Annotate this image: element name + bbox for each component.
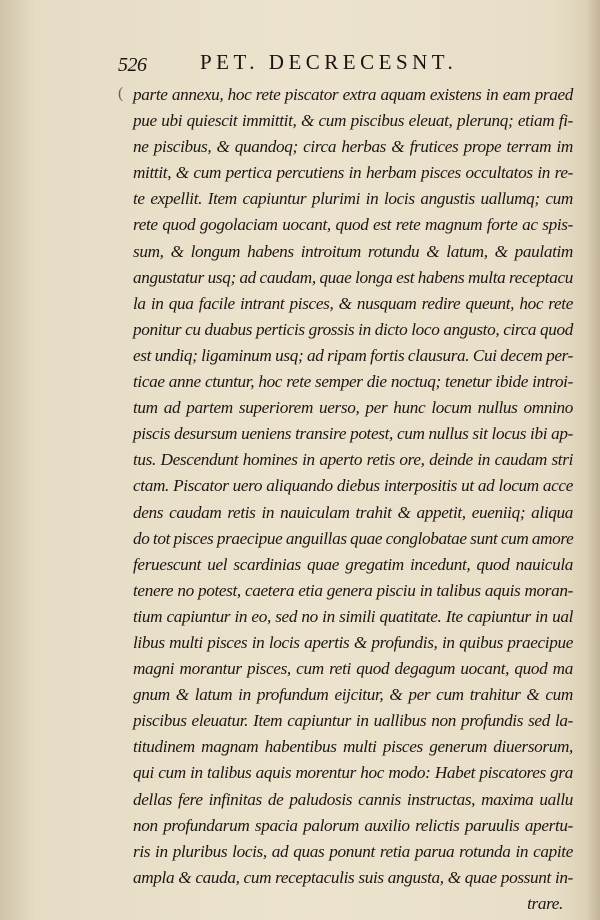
text-line-last: trare. bbox=[527, 893, 563, 913]
running-head: PET. DECRECESNT. bbox=[200, 50, 458, 74]
text-line: ne piscibus, & quandoq; circa herbas & frutices prope terram im bbox=[133, 137, 573, 157]
margin-mark: ( bbox=[118, 85, 124, 102]
text-line: tium capiuntur in eo, sed no in simili quatitate. Ite capiuntur in ual bbox=[133, 606, 573, 626]
text-line: tum ad partem superiorem uerso, per hunc locum nullus omnino bbox=[133, 398, 573, 418]
text-line: feruescunt uel scardinias quae gregatim incedunt, quod nauicula bbox=[133, 554, 573, 574]
text-line: est undiq; ligaminum usq; ad ripam fortis clausura. Cui decem per- bbox=[133, 345, 573, 365]
text-line: te expellit. Item capiuntur plurimi in locis angustis uallumq; cum bbox=[133, 189, 573, 209]
text-line: tenere no potest, caetera etia genera pisciu in talibus aquis moran- bbox=[133, 580, 573, 600]
text-line: ticae anne ctuntur, hoc rete semper die noctuq; tenetur ibide introi- bbox=[133, 372, 573, 392]
folio-number: 526 bbox=[118, 54, 147, 76]
text-line: titudinem magnam habentibus multi pisces generum diuersorum, bbox=[133, 737, 573, 757]
text-line: ampla & cauda, cum receptaculis suis angusta, & quae possunt in- bbox=[133, 867, 573, 887]
text-line: la in qua facile intrant pisces, & nusquam redire queunt, hoc rete bbox=[133, 293, 573, 313]
text-line: piscibus eleuatur. Item capiuntur in uallibus non profundis sed la- bbox=[133, 711, 573, 731]
text-line: sum, & longum habens introitum rotundu & latum, & paulatim bbox=[133, 241, 573, 261]
page-header bbox=[0, 50, 600, 80]
text-line: pue ubi quiescit immittit, & cum piscibus eleuat, plerunq; etiam fi- bbox=[133, 111, 573, 131]
text-line: gnum & latum in profundum eijcitur, & per cum trahitur & cum bbox=[133, 685, 573, 705]
text-line: magni morantur pisces, cum reti quod degagum uocant, quod ma bbox=[133, 659, 573, 679]
text-line: mittit, & cum pertica percutiens in herbam pisces occultatos in re- bbox=[133, 163, 573, 183]
text-line: dens caudam retis in nauiculam trahit & appetit, eueniiq; aliqua bbox=[133, 502, 573, 522]
text-line: parte annexu, hoc rete piscator extra aquam existens in eam praed bbox=[133, 85, 573, 104]
text-line: piscis desursum ueniens transire potest, cum nullus sit locus ibi ap- bbox=[133, 424, 573, 444]
text-line: ctam. Piscator uero aliquando diebus interpositis ut ad locum acce bbox=[133, 476, 573, 496]
text-block bbox=[133, 82, 573, 917]
text-line: ris in pluribus locis, ad quas ponunt retia parua rotunda in capite bbox=[133, 841, 573, 861]
text-line: tus. Descendunt homines in aperto retis ore, deinde in caudam stri bbox=[133, 450, 573, 470]
text-line: angustatur usq; ad caudam, quae longa est habens multa receptacu bbox=[133, 267, 573, 287]
text-line: qui cum in talibus aquis morentur hoc modo: Habet piscatores gra bbox=[133, 763, 573, 783]
text-line: rete quod gogolaciam uocant, quod est rete magnum forte ac spis- bbox=[133, 215, 573, 235]
text-line: non profundarum spacia palorum auxilio relictis paruulis apertu- bbox=[133, 815, 573, 835]
text-line: dellas fere infinitas de paludosis cannis instructas, maxima uallu bbox=[133, 789, 573, 809]
text-line: do tot pisces praecipue anguillas quae conglobatae sunt cum amore bbox=[133, 528, 574, 548]
text-line: ponitur cu duabus perticis grossis in dicto loco angusto, circa quod bbox=[133, 319, 573, 339]
gutter-shadow bbox=[586, 0, 600, 920]
text-line: libus multi pisces in locis apertis & profundis, in quibus praecipue bbox=[133, 632, 573, 652]
